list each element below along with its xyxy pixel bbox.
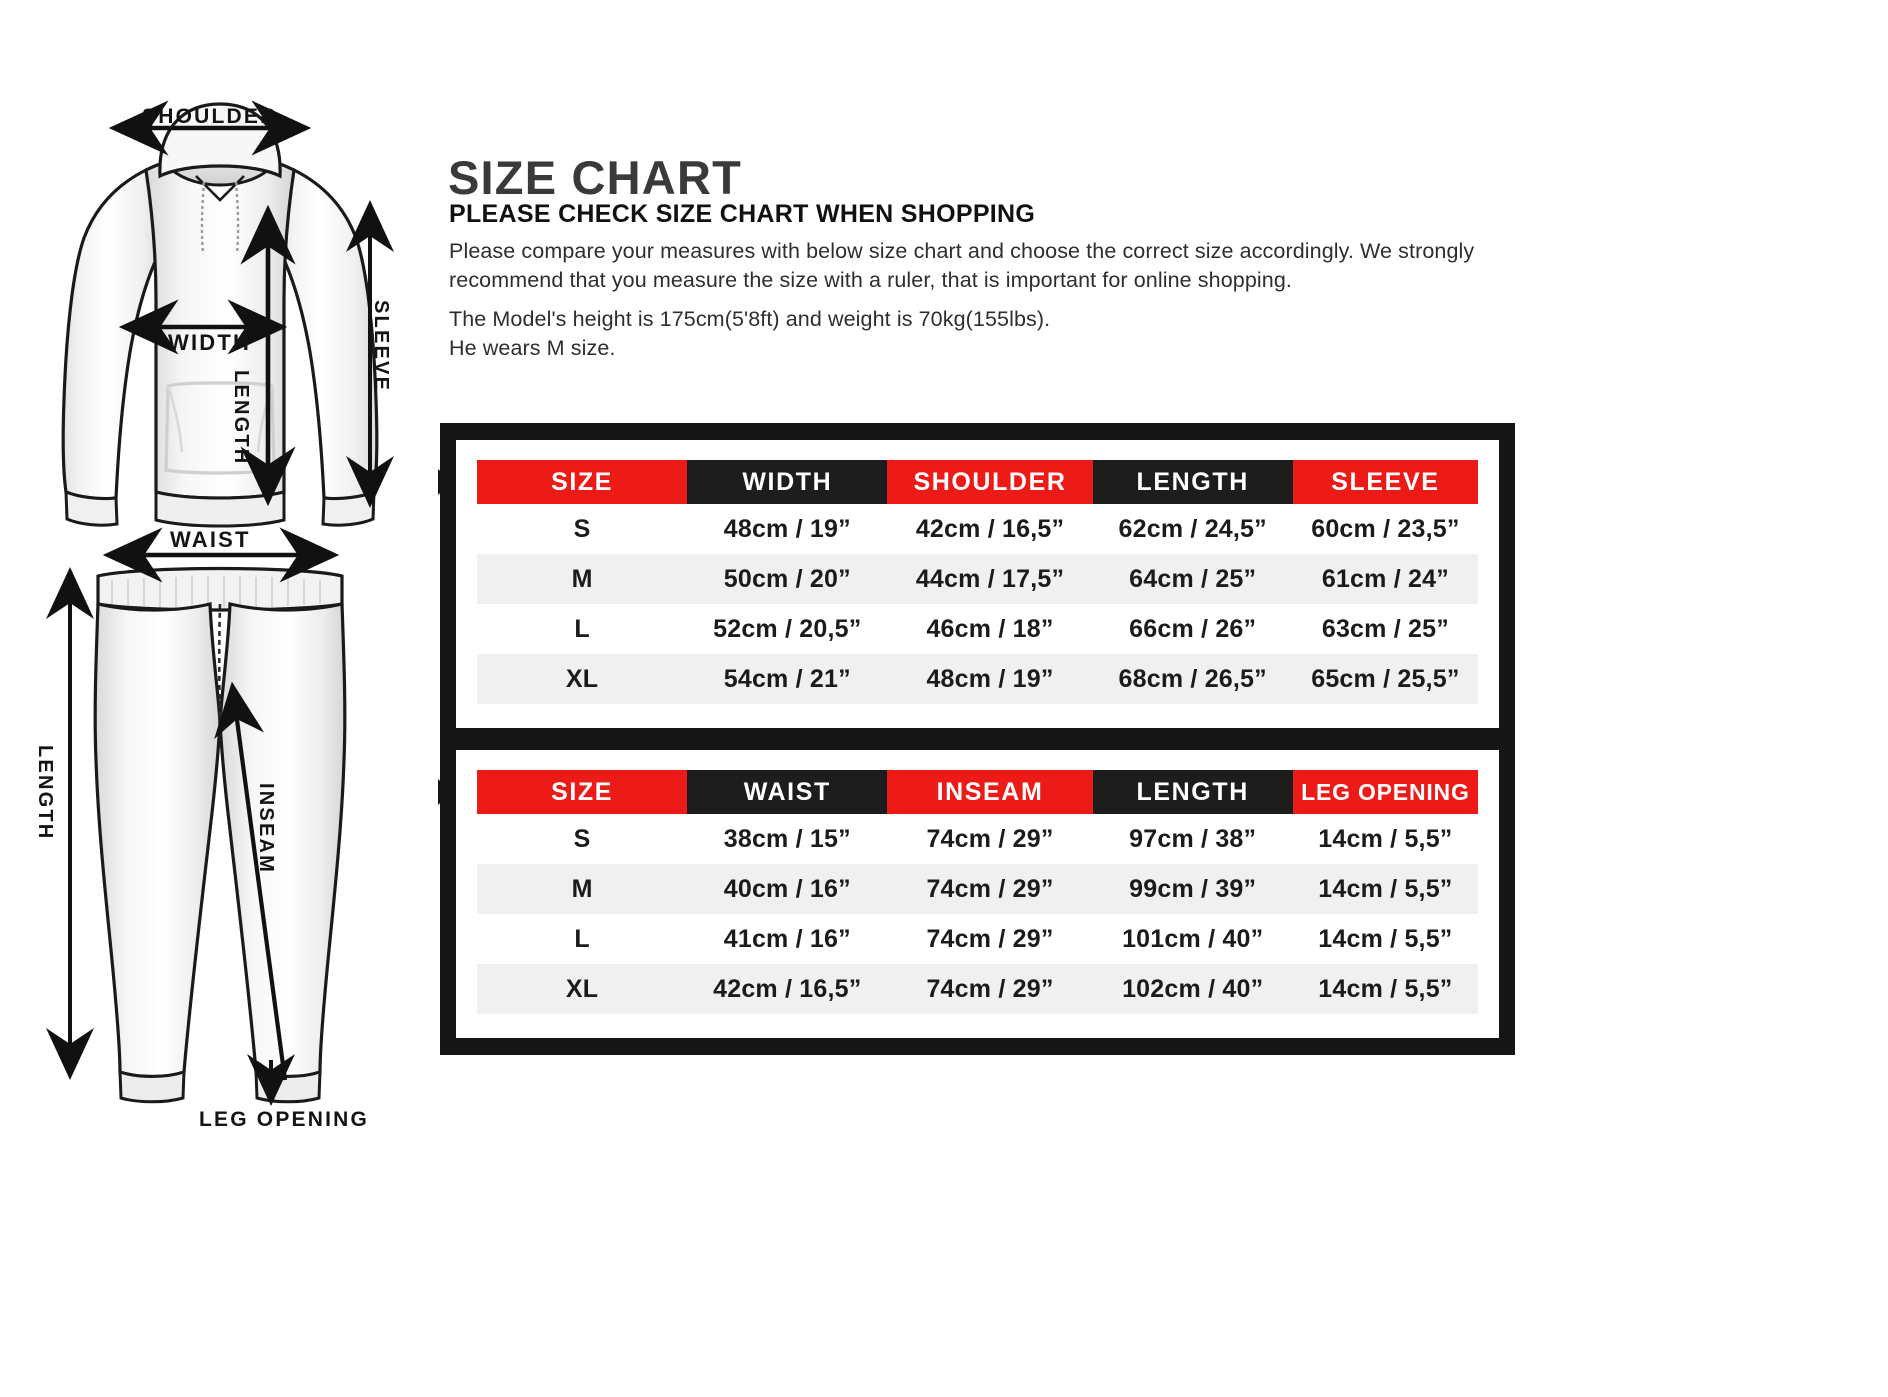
size-cell: M xyxy=(477,864,687,914)
hoodie-width-label: WIDTH xyxy=(168,330,252,355)
measure-cell: 14cm / 5,5” xyxy=(1293,814,1478,864)
size-cell: M xyxy=(477,554,687,604)
pants-length-label: LENGTH xyxy=(34,745,56,841)
table-row xyxy=(477,864,1478,914)
hoodie-shoulder-label: SHOULDER xyxy=(142,105,278,128)
size-cell: S xyxy=(477,504,687,554)
page-title: SIZE CHART xyxy=(448,151,742,204)
measure-cell: 50cm / 20” xyxy=(687,554,887,604)
hoodie-sleeve-label: SLEEVE xyxy=(370,300,392,393)
garment-illustrations xyxy=(0,0,440,1397)
size-cell: XL xyxy=(477,964,687,1014)
model-note-line-2: He wears M size. xyxy=(449,336,616,360)
measure-cell: 63cm / 25” xyxy=(1293,604,1478,654)
measure-cell: 64cm / 25” xyxy=(1093,554,1293,604)
measure-cell: 74cm / 29” xyxy=(887,814,1092,864)
column-header-sleeve: SLEEVE xyxy=(1293,460,1478,504)
table-row xyxy=(477,604,1478,654)
column-header-length: LENGTH xyxy=(1093,460,1293,504)
measure-cell: 74cm / 29” xyxy=(887,864,1092,914)
measure-cell: 101cm / 40” xyxy=(1093,914,1293,964)
bottom-size-table-body xyxy=(477,814,1478,1014)
measure-cell: 48cm / 19” xyxy=(687,504,887,554)
measure-cell: 14cm / 5,5” xyxy=(1293,964,1478,1014)
column-header-width: WIDTH xyxy=(687,460,887,504)
model-note-line-1: The Model's height is 175cm(5'8ft) and weight is 70kg(155lbs). xyxy=(449,307,1051,331)
top-size-table-head xyxy=(477,460,1478,504)
page-subtitle: PLEASE CHECK SIZE CHART WHEN SHOPPING xyxy=(449,200,1036,228)
column-header-inseam: INSEAM xyxy=(887,770,1092,814)
hoodie-illustration xyxy=(63,104,377,526)
bottom-size-table-frame xyxy=(440,733,1515,1055)
hoodie-length-label: LENGTH xyxy=(230,370,252,466)
measure-cell: 60cm / 23,5” xyxy=(1293,504,1478,554)
measure-cell: 99cm / 39” xyxy=(1093,864,1293,914)
table-row xyxy=(477,554,1478,604)
table-row xyxy=(477,654,1478,704)
measure-cell: 65cm / 25,5” xyxy=(1293,654,1478,704)
content-panel xyxy=(440,0,1888,1397)
column-header-length: LENGTH xyxy=(1093,770,1293,814)
measure-cell: 46cm / 18” xyxy=(887,604,1092,654)
measure-cell: 42cm / 16,5” xyxy=(687,964,887,1014)
description-text: Please compare your measures with below size chart and choose the correct size accordingly. We strongly recommend that you measure the size with a ruler, that is important for online shopping. xyxy=(449,239,1475,292)
size-cell: L xyxy=(477,914,687,964)
column-header-size: SIZE xyxy=(477,770,687,814)
column-header-waist: WAIST xyxy=(687,770,887,814)
size-cell: S xyxy=(477,814,687,864)
bottom-size-table-head xyxy=(477,770,1478,814)
top-size-table xyxy=(477,460,1478,704)
measure-cell: 41cm / 16” xyxy=(687,914,887,964)
top-size-table-inner xyxy=(456,440,1499,728)
table-header-row xyxy=(477,770,1478,814)
measure-cell: 54cm / 21” xyxy=(687,654,887,704)
measure-cell: 62cm / 24,5” xyxy=(1093,504,1293,554)
table-row xyxy=(477,964,1478,1014)
pants-leg-opening-label: LEG OPENING xyxy=(199,1108,370,1131)
table-row xyxy=(477,504,1478,554)
measure-cell: 61cm / 24” xyxy=(1293,554,1478,604)
measure-cell: 40cm / 16” xyxy=(687,864,887,914)
measure-cell: 14cm / 5,5” xyxy=(1293,864,1478,914)
column-header-size: SIZE xyxy=(477,460,687,504)
measure-cell: 14cm / 5,5” xyxy=(1293,914,1478,964)
measure-cell: 38cm / 15” xyxy=(687,814,887,864)
measure-cell: 68cm / 26,5” xyxy=(1093,654,1293,704)
table-row xyxy=(477,914,1478,964)
pants-illustration xyxy=(70,555,345,1102)
table-header-row xyxy=(477,460,1478,504)
size-cell: XL xyxy=(477,654,687,704)
measure-cell: 74cm / 29” xyxy=(887,914,1092,964)
model-note xyxy=(449,305,1449,363)
measure-cell: 52cm / 20,5” xyxy=(687,604,887,654)
measure-cell: 66cm / 26” xyxy=(1093,604,1293,654)
table-row xyxy=(477,814,1478,864)
measure-cell: 44cm / 17,5” xyxy=(887,554,1092,604)
illustration-svg xyxy=(0,0,440,1397)
column-header-leg-opening: LEG OPENING xyxy=(1293,770,1478,814)
measure-cell: 48cm / 19” xyxy=(887,654,1092,704)
pants-waist-label: WAIST xyxy=(170,527,251,552)
size-cell: L xyxy=(477,604,687,654)
measure-cell: 42cm / 16,5” xyxy=(887,504,1092,554)
bottom-size-table xyxy=(477,770,1478,1014)
measure-cell: 97cm / 38” xyxy=(1093,814,1293,864)
measure-cell: 74cm / 29” xyxy=(887,964,1092,1014)
top-size-table-body xyxy=(477,504,1478,704)
column-header-shoulder: SHOULDER xyxy=(887,460,1092,504)
pants-inseam-label: INSEAM xyxy=(255,783,277,874)
measure-cell: 102cm / 40” xyxy=(1093,964,1293,1014)
bottom-size-table-inner xyxy=(456,750,1499,1038)
top-size-table-frame xyxy=(440,423,1515,745)
